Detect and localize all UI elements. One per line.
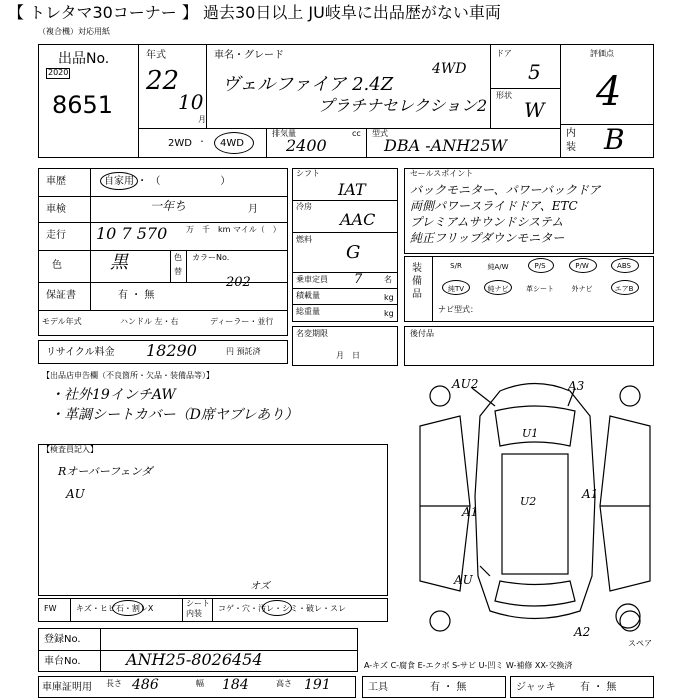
handle-label: ハンドル 左・右 <box>120 317 179 326</box>
ac-label: 冷房 <box>296 202 312 211</box>
diagram-label: AU <box>454 573 473 587</box>
tools-label: 工具 <box>368 682 388 693</box>
score-label: 評価点 <box>590 49 614 58</box>
capacity-unit: 名 <box>384 275 392 284</box>
recycle-unit: 円 預託済 <box>226 347 261 356</box>
seat-items: コゲ・穴・汚レ・シミ・破レ・スレ <box>218 604 346 613</box>
fw-circle <box>112 600 144 616</box>
equipment-label: 装備品 <box>412 263 422 300</box>
after-block <box>404 326 654 366</box>
displacement-unit: cc <box>352 129 361 138</box>
capacity-value: 7 <box>354 272 363 287</box>
year-value: 22 <box>146 66 180 96</box>
diagram-label: AU2 <box>452 377 479 391</box>
cert-long-value: 486 <box>132 677 159 693</box>
equip-option: エアB <box>614 285 634 293</box>
equip-option: ABS <box>617 262 631 270</box>
displacement-value: 2400 <box>286 136 327 155</box>
mileage-value: 10 7 570 <box>96 224 168 243</box>
mileage-label: 走行 <box>46 230 66 241</box>
selling-point-line: プレミアムサウンドシステム <box>410 215 564 229</box>
diagram-label: U1 <box>522 427 539 440</box>
color-no-value: 202 <box>226 275 251 290</box>
color-change-label-1: 色 <box>174 253 182 262</box>
shift-label: シフト <box>296 169 320 178</box>
cert-width-value: 184 <box>222 677 249 693</box>
interior-value: B <box>604 123 625 156</box>
cert-label-long: 長さ <box>106 679 122 688</box>
equip-circle-pw <box>569 258 597 273</box>
history-circle <box>100 172 138 190</box>
equip-circle-tv <box>442 280 470 295</box>
inspector-line: AU <box>66 487 85 501</box>
lot-year-tag: 2020 <box>48 68 69 77</box>
drive-4wd-circle <box>214 132 254 154</box>
color-value: 黒 <box>110 252 128 273</box>
car-diagram <box>400 376 670 646</box>
jack-label: ジャッキ <box>516 682 556 693</box>
navi-label: ナビ型式： <box>438 305 478 314</box>
recycle-value: 18290 <box>146 341 197 360</box>
type-label: 型式 <box>372 129 388 138</box>
history-label: 車歴 <box>46 176 66 187</box>
model-label: 車名・グレード <box>214 50 284 61</box>
seat-label-2: 内装 <box>186 609 202 618</box>
legend: A-キズ C-腐食 E-エクボ S-サビ U-凹ミ W-補修 XX-交換済 <box>364 661 573 670</box>
capacity-label: 乗車定員 <box>296 275 328 284</box>
drive-opt-4wd: 4WD <box>220 138 244 149</box>
warranty-label: 保証書 <box>46 290 76 301</box>
tools-options: 有 ・ 無 <box>430 682 467 693</box>
inspector-line: Rオーバーフェンダ <box>58 465 153 478</box>
interior-label-1: 内 <box>566 128 576 139</box>
ac-value: AAC <box>340 210 376 229</box>
equip-circle-abs <box>611 258 639 273</box>
inspector-label: 【検査員記入】 <box>42 445 98 454</box>
gross-label: 総重量 <box>296 307 320 316</box>
fuel-value: G <box>346 242 361 263</box>
dealer-label: ディーラー・並行 <box>210 317 274 326</box>
fw-items: キズ・ヒビ石・割レX <box>76 604 154 613</box>
model-grade: プラチナセレクション2 <box>318 96 488 115</box>
shape-value: W <box>524 98 545 122</box>
interior-label-2: 装 <box>566 142 576 153</box>
gross-unit: kg <box>384 309 394 318</box>
seat-label-1: シート <box>186 599 210 608</box>
equip-option: 革シート <box>526 285 554 293</box>
chassis-label: 車台No. <box>44 656 81 667</box>
drive-opt-2wd: 2WD <box>168 138 192 149</box>
equip-option: P/W <box>575 262 589 270</box>
fuel-label: 燃料 <box>296 235 312 244</box>
spare-label: スペア <box>628 639 652 648</box>
month-unit: 月 <box>198 115 206 124</box>
equip-circle-ps <box>528 258 554 273</box>
selling-point-line: 両側パワースライドドア、ETC <box>410 199 578 213</box>
after-label: 後付品 <box>410 329 434 338</box>
equip-circle-navi <box>484 280 512 295</box>
model-name: ヴェルファイア 2.4Z <box>222 74 394 95</box>
reg-label: 登録No. <box>44 634 81 645</box>
seat-circle <box>262 600 292 616</box>
header-title: 【 トレタマ30コーナー 】 過去30日以上 JU岐阜に出品歴がない車両 <box>8 3 501 22</box>
color-change-label-2: 替 <box>174 267 182 276</box>
diagram-label: A1 <box>462 505 479 519</box>
chassis-value: ANH25-8026454 <box>126 650 263 669</box>
history-options: 自家用 ・ （ ） <box>104 176 231 187</box>
diagram-label: A3 <box>568 379 585 393</box>
equip-option: S/R <box>450 262 462 270</box>
selling-point-line: バックモニター、パワーバックドア <box>410 183 601 197</box>
shift-value: IAT <box>338 180 366 199</box>
drive-sep: ・ <box>198 137 206 146</box>
displacement-label: 排気量 <box>272 129 296 138</box>
fw-label: FW <box>44 604 57 613</box>
type-value: DBA -ANH25W <box>384 136 507 155</box>
color-no-label: カラーNo. <box>192 253 230 262</box>
note-line: ・社外19インチAW <box>50 387 176 403</box>
door-value: 5 <box>528 60 541 84</box>
cert-height-value: 191 <box>304 677 331 693</box>
seat-note: オズ <box>250 581 270 592</box>
equip-option: 純A/W <box>487 263 509 271</box>
lot-number: 8651 <box>52 91 114 119</box>
mileage-units: 万 千 km マイル（ ） <box>186 225 281 234</box>
score-value: 4 <box>596 69 622 115</box>
equip-option: 純TV <box>447 285 465 293</box>
equip-option: P/S <box>534 262 546 270</box>
load-unit: kg <box>384 293 394 302</box>
load-label: 積載量 <box>296 291 320 300</box>
selling-points-label: セールスポイント <box>410 169 474 178</box>
month-value: 10 <box>178 90 204 114</box>
equip-circle-airbag <box>611 280 639 295</box>
selling-point-line: 純正フリップダウンモニター <box>410 231 565 245</box>
diagram-label: A1 <box>582 487 599 501</box>
lot-label: 出品No. <box>58 51 110 67</box>
recycle-label: リサイクル料金 <box>46 347 115 358</box>
inspection-unit: 月 <box>248 204 258 215</box>
cert-label: 車庫証明用 <box>42 682 92 693</box>
cert-label-width: 幅 <box>196 679 204 688</box>
name-change-label: 名変期限 <box>296 329 328 338</box>
cert-label-height: 高さ <box>276 679 292 688</box>
inspection-label: 車検 <box>46 204 66 215</box>
equip-option: 純ナビ <box>487 285 509 293</box>
inspection-value: 一年ち <box>150 199 187 213</box>
header-sub-note: （複合機）対応用紙 <box>38 27 110 36</box>
notes-label: 【出品店申告欄（不良箇所・欠品・装備品等）】 <box>42 371 214 380</box>
drive-handwritten: 4WD <box>432 61 467 77</box>
color-label: 色 <box>52 260 62 271</box>
year-label: 年式 <box>146 50 166 61</box>
diagram-label: A2 <box>574 625 591 639</box>
note-line: ・革調シートカバー（D席ヤブレあり） <box>50 407 299 423</box>
warranty-options: 有 ・ 無 <box>118 290 155 301</box>
name-change-unit: 月 日 <box>336 351 360 360</box>
jack-options: 有 ・ 無 <box>580 682 617 693</box>
shape-label: 形状 <box>496 91 512 100</box>
model-year-label: モデル年式 <box>42 317 82 326</box>
equip-option: 外ナビ <box>571 285 593 293</box>
door-label: ドア <box>496 49 512 58</box>
diagram-label: U2 <box>520 495 537 508</box>
